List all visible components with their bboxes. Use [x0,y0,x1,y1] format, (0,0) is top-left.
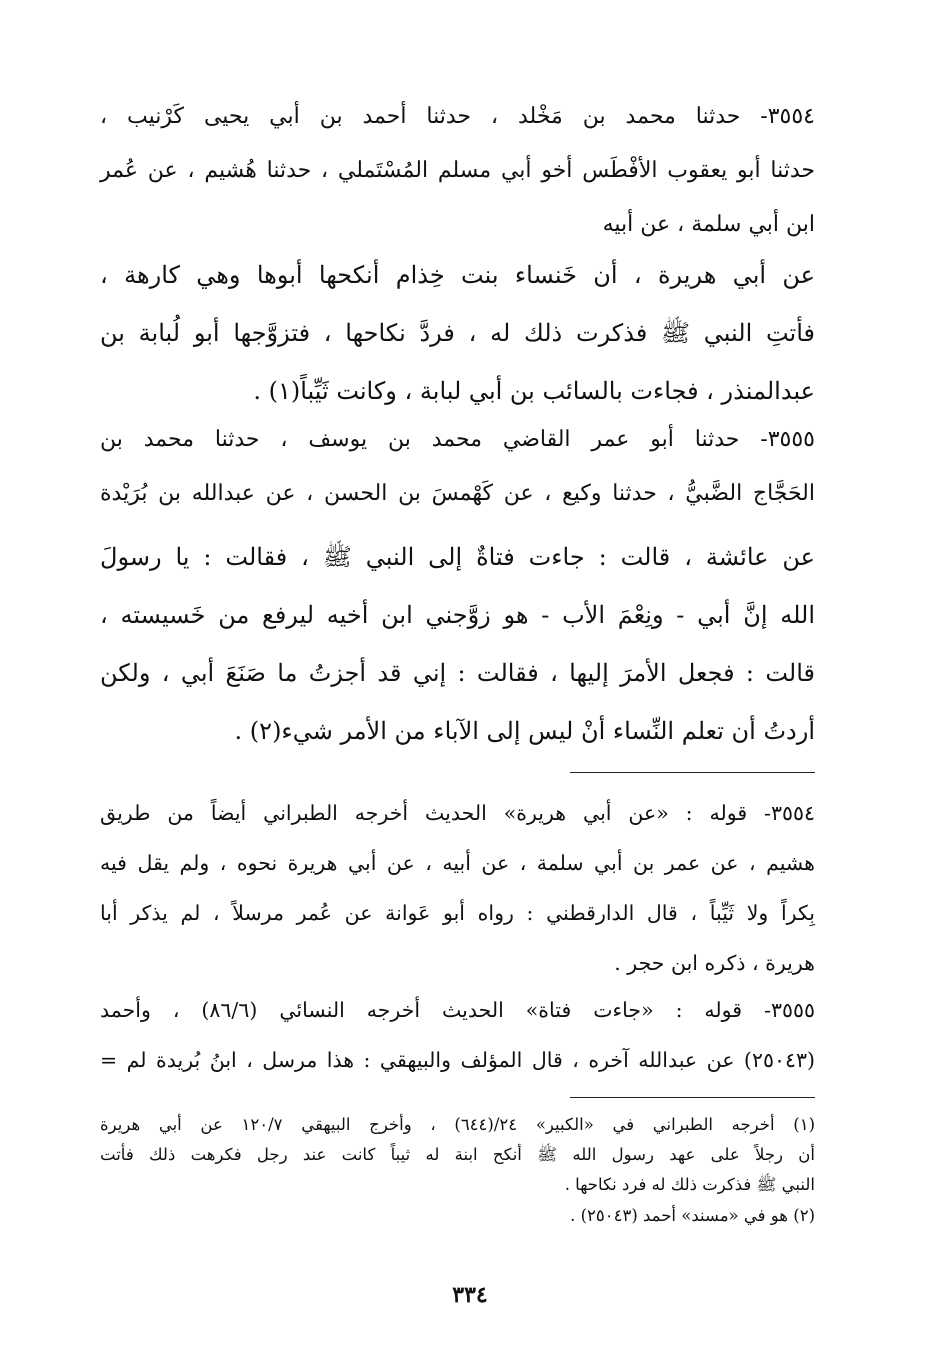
text-line: أردتُ أن تعلم النِّساء أنْ ليس إلى الآباء من الأمر شيء(٢) . [234,717,815,745]
hadith-3555-text [100,528,815,760]
text-line: بِكراً ولا ثَيِّباً ، قال الدارقطني : رواه أبو عَوانة عن عُمر مرسلاً ، لم يذكر أبا [100,901,815,925]
text-line: عن أبي هريرة ، أن خَنساء بنت خِذام أنكحها أبوها وهي كارهة ، [100,261,815,289]
footnote-1 [100,1110,815,1200]
text-line: ٣٥٥٥- قوله : «جاءت فتاة» الحديث أخرجه النسائي (٨٦/٦) ، وأحمد [100,998,815,1022]
text-line: الحَجَّاج الضَّبيُّ ، حدثنا وكيع ، عن كَهْمسَ بن الحسن ، عن عبدالله بن بُرَيْدة [100,481,815,506]
text-line: (١) أخرجه الطبراني في «الكبير» ٢٤/(٦٤٤) ، وأخرج البيهقي ١٢٠/٧ عن أبي هريرة [100,1115,815,1134]
text-line: هريرة ، ذكره ابن حجر . [614,951,815,975]
text-line: هشيم ، عن عمر بن أبي سلمة ، عن أبيه ، عن أبي هريرة نحوه ، ولم يقل فيه [100,851,815,875]
text-line: النبي ﷺ فذكرت ذلك له فرد نكاحها . [564,1175,815,1194]
text-line: ٣٥٥٥- حدثنا أبو عمر القاضي محمد بن يوسف ، حدثنا محمد بن [100,427,815,452]
hadith-3555-chain [100,413,815,521]
page-number: ٣٣٤ [452,1282,488,1308]
text-line: أن رجلاً على عهد رسول الله ﷺ أنكح ابنة له ثيباً كانت عند رجل فكرهت ذلك فأتت [100,1145,815,1164]
text-line: (٢٥٠٤٣) عن عبدالله آخره ، قال المؤلف والبيهقي : هذا مرسل ، ابنُ بُريدة لم = [100,1048,815,1072]
text-line: حدثنا أبو يعقوب الأفْطَس أخو أبي مسلم المُسْتَملي ، حدثنا هُشيم ، عن عُمر [100,158,815,183]
commentary-3555 [100,985,815,1085]
hadith-3554-text [100,246,815,420]
commentary-3554 [100,788,815,988]
text-line: ابن أبي سلمة ، عن أبيه [602,212,815,237]
text-line: ٣٥٥٤- حدثنا محمد بن مَخْلد ، حدثنا أحمد بن أبي يحيى كَرْنيب ، [100,104,815,129]
text-line: الله إنَّ أبي - ونِعْمَ الأب - هو زوَّجني ابن أخيه ليرفع من خَسيسته ، [100,601,815,629]
text-line: قالت : فجعل الأمرَ إليها ، فقالت : إني قد أجزتُ ما صَنَعَ أبي ، ولكن [100,659,815,687]
text-line: عبدالمنذر ، فجاءت بالسائب بن أبي لبابة ، وكانت ثَيِّباً(١) . [253,377,815,405]
text-line: عن عائشة ، قالت : جاءت فتاةٌ إلى النبي ﷺ ، فقالت : يا رسولَ [100,543,815,571]
footnote-2 [100,1201,815,1231]
text-line: فأتتِ النبي ﷺ فذكرت ذلك له ، فردَّ نكاحها ، فتزوَّجها أبو لُبابة بن [100,319,816,347]
text-line: ٣٥٥٤- قوله : «عن أبي هريرة» الحديث أخرجه الطبراني أيضاً من طريق [100,801,815,825]
text-line: (٢) هو في «مسند» أحمد (٢٥٠٤٣) . [570,1206,815,1225]
hadith-3554-chain [100,90,815,252]
footnote-separator [570,1097,815,1098]
commentary-separator [570,772,815,773]
